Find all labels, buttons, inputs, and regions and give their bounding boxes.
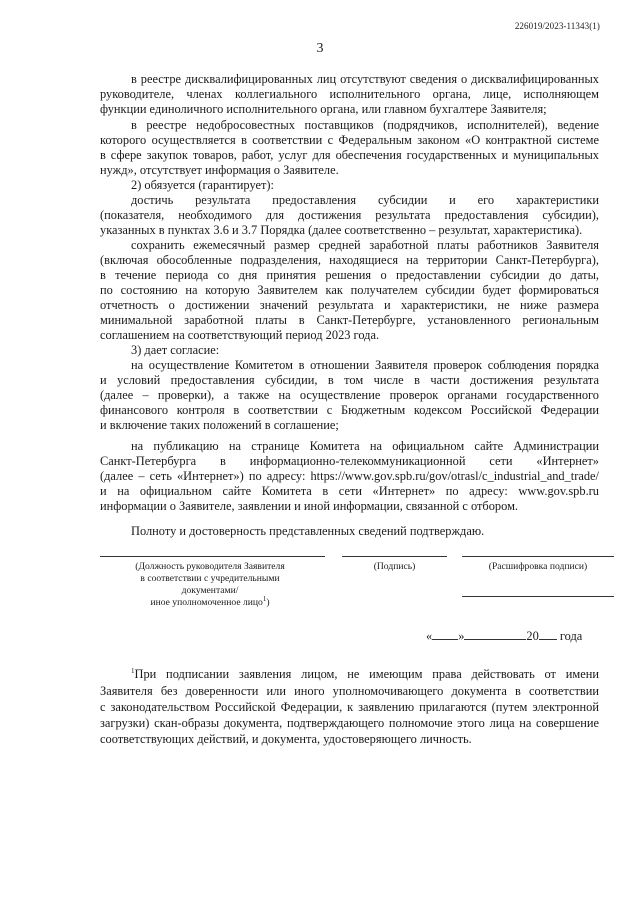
body-line: на осуществление Комитетом в отношении Заявителя проверок соблюдения порядка <box>131 358 599 372</box>
body-line: в реестре недобросовестных поставщиков (подрядчиков, исполнителей), ведение <box>131 118 599 132</box>
footnote-line: Заявителя без доверенности или иного уполномочивающего документа в соответствии <box>100 684 599 698</box>
decoding-signature-line <box>462 556 614 557</box>
body-line: на публикацию на странице Комитета на официальном сайте Администрации <box>131 439 599 453</box>
body-line: (показателя, необходимого для достижения результата предоставления субсидии), <box>100 208 599 222</box>
body-line: указанных в пунктах 3.6 и 3.7 Порядка (далее соответственно – результат, характеристика). <box>100 223 583 237</box>
body-line: функции единоличного исполнительного органа, или главном бухгалтере Заявителя; <box>100 102 547 116</box>
month-blank <box>464 628 526 640</box>
body-line: руководителе, членах коллегиального исполнительного органа, лице, исполняющем <box>100 87 599 101</box>
body-line: в сфере закупок товаров, работ, услуг для обеспечения государственных и муниципальных <box>100 148 599 162</box>
year-blank <box>539 628 557 640</box>
body-line: (включая обособленные подразделения, находящиеся на территории Санкт-Петербурга), <box>100 253 599 267</box>
footnote-line: соответствующих действий, и документа, удостоверяющего личность. <box>100 732 472 746</box>
position-caption: (Должность руководителя Заявителя в соответствии с учредительными документами/ иное уполномоченное лицо$^1$) <box>135 561 285 608</box>
signature-line <box>342 556 447 557</box>
footnote-line: $^1$При подписании заявления лицом, не имеющим права действовать от имени <box>131 666 599 681</box>
body-line: (далее – сеть «Интернет») по адресу: https://www.gov.spb.ru/gov/otrasl/c_industrial_and_trade/ <box>100 469 599 483</box>
body-line: и включение таких положений в соглашение; <box>100 418 339 432</box>
body-line: сохранить ежемесячный размер средней заработной платы работников Заявителя <box>131 238 599 252</box>
body-line: (далее – проверки), а также на осуществление проверок органами государственного <box>100 388 599 402</box>
body-line: Санкт-Петербурга в информационно-телекоммуникационной сети «Интернет» <box>100 454 599 468</box>
position-signature-line <box>100 556 325 557</box>
body-line: которого осуществляется в соответствии с Федеральным законом «О контрактной системе <box>100 133 599 147</box>
decoding-caption: (Расшифровка подписи) <box>488 561 588 572</box>
body-line: по состоянию на которую Заявителем как получателем субсидии будет формироваться <box>100 283 599 297</box>
day-blank <box>432 628 458 640</box>
footnote-line: загрузки) скан-образы документа, подтверждающего полномочие этого лица на совершение <box>100 716 599 730</box>
body-line: и на официальном сайте Комитета в сети «Интернет» по адресу: www.gov.spb.ru <box>100 484 599 498</box>
confirmation-line: Полноту и достоверность представленных сведений подтверждаю. <box>131 524 485 538</box>
date-row: « » 20 года <box>426 629 583 643</box>
body-line: отчетность о достижении значений результата и характеристики, не ниже размера <box>100 298 599 312</box>
body-line: информации о Заявителе, заявлении и иной информации, связанной с отбором. <box>100 499 519 513</box>
body-line: и условий предоставления субсидии, в том числе в части достижения результата <box>100 373 599 387</box>
signature-caption: (Подпись) <box>373 561 416 572</box>
body-line: в течение периода со дня принятия решения о предоставлении субсидии до даты, <box>100 268 599 282</box>
body-line: соглашением на соответствующий период 2023 года. <box>100 328 380 342</box>
section-heading: 2) обязуется (гарантирует): <box>131 178 274 192</box>
section-heading: 3) дает согласие: <box>131 343 220 357</box>
footnote-line: с законодательством Российской Федерации, к заявлению прилагаются (путем электронной <box>100 700 599 714</box>
body-line: нужд», отсутствует информация о Заявителе. <box>100 163 339 177</box>
document-number: 226019/2023-11343(1) <box>514 21 600 31</box>
body-line: в реестре дисквалифицированных лиц отсутствуют сведения о дисквалифицированных <box>131 72 599 86</box>
extra-signature-line <box>462 596 614 597</box>
page-number: 3 <box>316 41 324 56</box>
body-line: финансового контроля в соответствии с Бюджетным кодексом Российской Федерации <box>100 403 599 417</box>
body-line: минимальной заработной платы в Санкт-Петербурге, установленного региональным <box>100 313 599 327</box>
body-line: достичь результата предоставления субсидии и его характеристики <box>131 193 599 207</box>
